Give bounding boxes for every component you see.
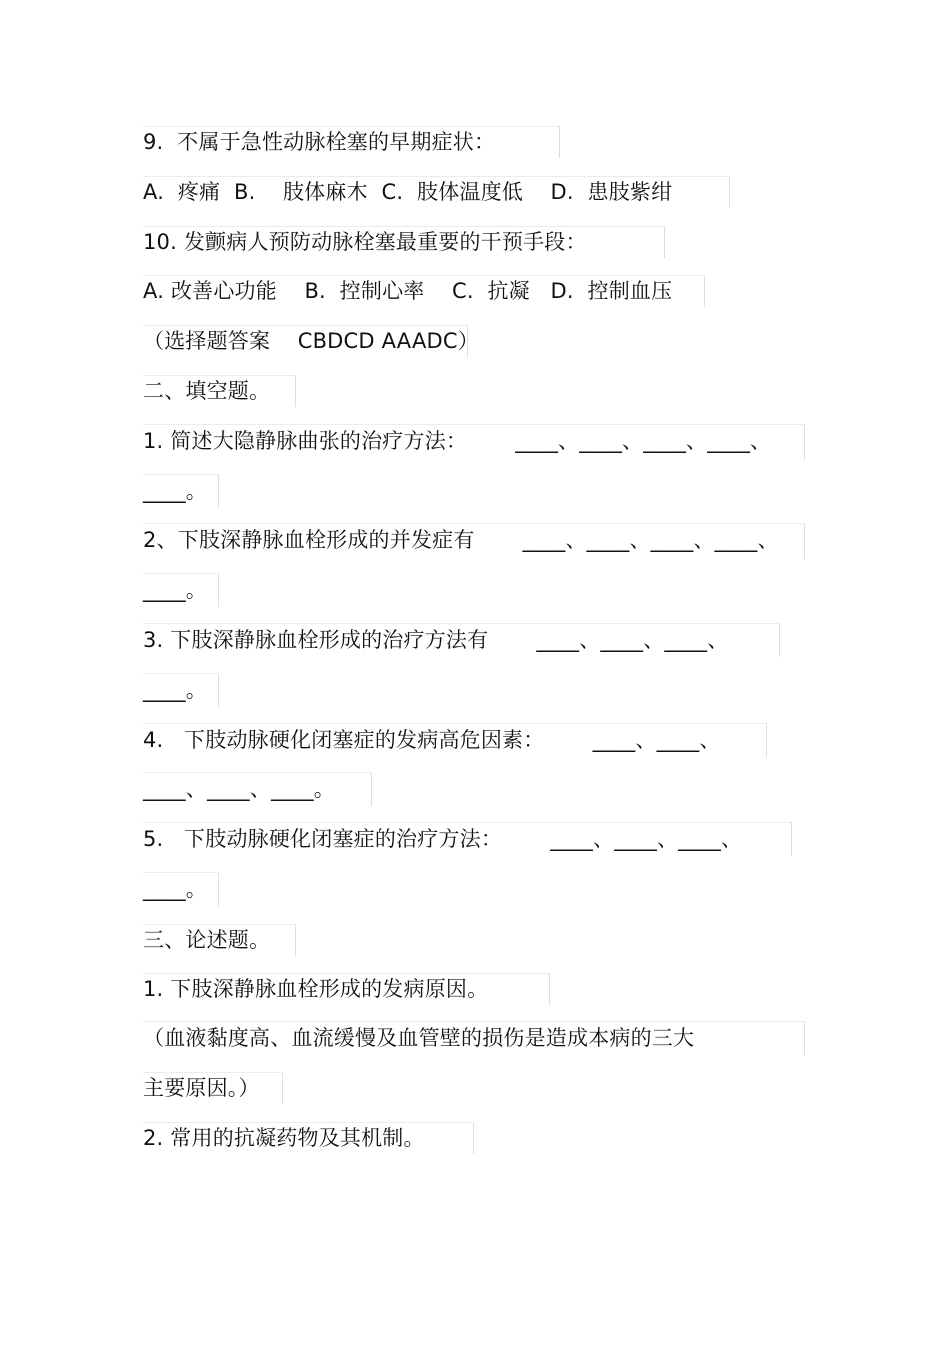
fill-question-2-continued: ____。 [143,578,207,602]
fill-question-3-continued: ____。 [143,678,207,702]
fill-question-4-continued: ____、____、____。 [143,777,335,801]
fill-question-3: 3. 下肢深静脉血栓形成的治疗方法有 ____、____、____、 [143,628,729,652]
fill-question-2: 2、下肢深静脉血栓形成的并发症有 ____、____、____、____、 [143,528,779,552]
fill-question-5: 5. 下肢动脉硬化闭塞症的治疗方法： ____、____、____、 [143,827,743,851]
essay-question-1-answer: （血液黏度高、血流缓慢及血管壁的损伤是造成本病的三大 [143,1026,695,1050]
choice-answer-key: （选择题答案 CBDCD AAADC） [143,329,479,353]
fill-question-5-continued: ____。 [143,877,207,901]
section-fill-in-heading: 二、填空题。 [143,379,271,403]
essay-question-1-answer-continued: 主要原因。） [143,1076,260,1100]
question-10: 10. 发颤病人预防动脉栓塞最重要的干预手段： [143,230,587,254]
question-9: 9. 不属于急性动脉栓塞的早期症状： [143,130,496,154]
section-essay-heading: 三、论述题。 [143,928,271,952]
fill-question-1-continued: ____。 [143,479,207,503]
fill-question-1: 1. 简述大隐静脉曲张的治疗方法： ____、____、____、____、 [143,429,772,453]
question-9-options: A. 疼痛 B. 肢体麻木 C. 肢体温度低 D. 患肢紫绀 [143,180,673,204]
fill-question-4: 4. 下肢动脉硬化闭塞症的发病高危因素： ____、____、 [143,728,721,752]
essay-question-1: 1. 下肢深静脉血栓形成的发病原因。 [143,977,489,1001]
question-10-options: A. 改善心功能 B. 控制心率 C. 抗凝 D. 控制血压 [143,279,673,303]
essay-question-2: 2. 常用的抗凝药物及其机制。 [143,1126,425,1150]
